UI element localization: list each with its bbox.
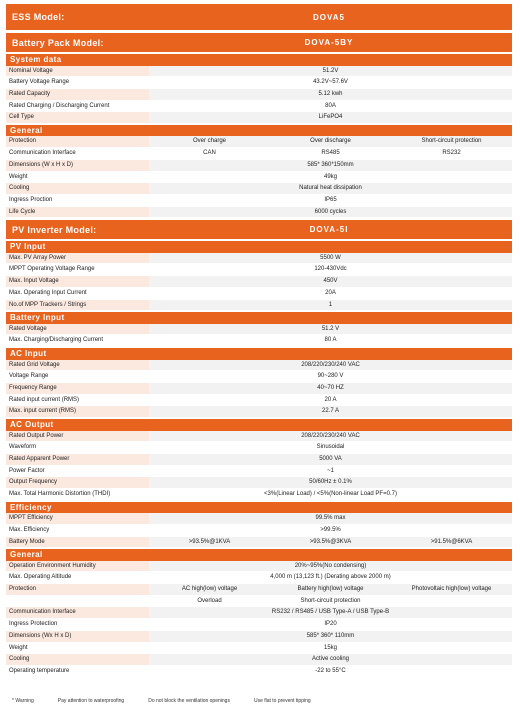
spec-row [6,631,512,643]
spec-row [6,183,512,195]
spec-value: IP65 [324,196,337,203]
spec-values [149,572,512,583]
spec-values [149,513,512,524]
spec-row [6,300,512,312]
spec-row [6,537,512,549]
spec-values [149,406,512,417]
spec-value: AC high(low) voltage [181,586,238,593]
spec-label: Output Frequency [6,477,149,488]
spec-label: Rated Output Power [6,431,149,442]
ess-model-label: ESS Model: [12,12,65,22]
spec-value: 208/220/230/240 VAC [301,361,360,368]
section-general-battery: General [6,125,512,137]
spec-label: Weight [6,643,149,654]
spec-values [149,276,512,287]
spec-value: Sinusoidal [316,444,345,451]
spec-values [149,619,512,630]
spec-value: >99.5% [320,526,341,533]
general-battery-rows [6,136,512,218]
spec-row [6,276,512,288]
battery-input-rows [6,324,512,347]
spec-row [6,112,512,124]
spec-row [6,383,512,395]
section-ac-output: AC Output [6,419,512,431]
spec-value: 22.7 A [321,408,339,415]
spec-row [6,66,512,78]
spec-values [149,607,512,618]
spec-values [149,395,512,406]
spec-label: Ingress Protection [6,619,149,630]
section-efficiency: Efficiency [6,502,512,514]
spec-row [6,431,512,443]
spec-label: Nominal Voltage [6,66,149,77]
spec-value: 20A [325,289,336,296]
spec-value: 450V [323,278,338,285]
spec-value: 5000 VA [319,455,342,462]
spec-row [6,288,512,300]
spec-values [149,183,512,194]
spec-row [6,654,512,666]
spec-values [149,561,512,572]
spec-value: 20 A [324,396,337,403]
battery-pack-model-label: Battery Pack Model: [12,37,104,48]
spec-value: 585* 360*150mm [307,161,354,168]
spec-row [6,619,512,631]
pv-inverter-model-value: DOVA-5I [309,225,349,235]
section-ac-input: AC Input [6,348,512,360]
spec-row [6,525,512,537]
spec-row [6,160,512,172]
spec-label: Waveform [6,442,149,453]
spec-value: RS232 / RS485 / USB Type-A / USB Type-B [271,609,390,616]
ess-model-banner [6,4,512,30]
battery-pack-model-value: DOVA-5BY [304,38,354,47]
spec-value: Over charge [192,138,226,145]
spec-values [149,525,512,536]
spec-row [6,454,512,466]
spec-row [6,442,512,454]
spec-label: Max. input current (RMS) [6,406,149,417]
spec-values [149,489,512,500]
pv-inverter-model-banner [6,220,512,239]
spec-value: Active cooling [311,656,350,663]
spec-value: Short-circuit protection [421,138,482,145]
spec-value: 80A [325,102,336,109]
spec-values [149,335,512,346]
spec-value: 51.2V [322,67,339,74]
spec-label: Voltage Range [6,371,149,382]
spec-value: -22 to 55°C [315,667,346,674]
spec-values [149,360,512,371]
spec-label: Cooling [6,183,149,194]
efficiency-rows [6,513,512,548]
ac-output-rows [6,431,512,501]
spec-values [149,477,512,488]
spec-row [6,360,512,372]
spec-row [6,207,512,219]
spec-row [6,561,512,573]
spec-values [149,431,512,442]
system-data-rows [6,66,512,124]
warning-note: Use flat to prevent tipping [253,698,311,704]
spec-row [6,335,512,347]
spec-values [149,454,512,465]
spec-row [6,148,512,160]
spec-label: Max. Total Harmonic Distortion (THDI) [6,489,149,500]
spec-values [149,442,512,453]
spec-values [149,584,512,595]
battery-pack-model-banner [6,33,512,52]
spec-label: Max. Operating Altitude [6,572,149,583]
section-pv-input: PV Input [6,241,512,253]
spec-row [6,89,512,101]
ac-input-rows [6,360,512,418]
ess-model-value: DOVA5 [313,12,345,22]
spec-label: Dimensions (Wx H x D) [6,631,149,642]
spec-label: Rated Apparent Power [6,454,149,465]
spec-label: Max. PV Array Power [6,253,149,264]
spec-value: 4,000 m (13,123 ft.) (Derating above 2000 m) [270,574,391,581]
spec-value: RS232 [442,150,461,157]
spec-label [6,596,149,607]
spec-label: Battery Voltage Range [6,77,149,88]
spec-label: Dimensions (W x H x D) [6,160,149,171]
spec-label: Cooling [6,654,149,665]
spec-row [6,136,512,148]
spec-values [149,383,512,394]
spec-value: 99.5% max [315,515,346,522]
spec-row [6,489,512,501]
spec-value: 5.12 kwh [318,90,343,97]
warning-notes [12,698,311,704]
spec-value: <3%(Linear Load) / <5%(Non-linear Load PF=0.7) [264,490,397,497]
section-general-inverter: General [6,549,512,561]
spec-value: 80 A [324,337,337,344]
pv-inverter-model-label: PV Inverter Model: [12,224,97,235]
spec-row [6,596,512,608]
spec-values [149,537,512,548]
spec-values [149,66,512,77]
spec-row [6,101,512,113]
spec-value: 6000 cycles [314,208,347,215]
spec-value: ~1 [327,467,334,474]
spec-values [149,148,512,159]
spec-value: 49kg [323,173,337,180]
spec-values [149,264,512,275]
spec-label: Rated Grid Voltage [6,360,149,371]
spec-values [149,101,512,112]
section-system-data: System data [6,54,512,66]
spec-label: Rated input current (RMS) [6,395,149,406]
spec-row [6,371,512,383]
spec-row [6,324,512,336]
spec-value [391,596,512,607]
spec-values [149,288,512,299]
spec-values [149,654,512,665]
spec-value: Battery high(low) voltage [297,586,364,593]
spec-value: 90~280 V [317,373,344,380]
spec-values [149,631,512,642]
spec-value: 585* 360* 110mm [306,632,355,639]
section-battery-input: Battery Input [6,312,512,324]
spec-label: Frequency Range [6,383,149,394]
spec-value: 51.2 V [321,325,340,332]
spec-value: 43.2V~57.6V [313,79,348,86]
spec-value: 5500 W [320,254,341,261]
spec-value: 20%~95%(No condensing) [294,562,367,569]
spec-label: Rated Voltage [6,324,149,335]
spec-row [6,406,512,418]
spec-row [6,172,512,184]
spec-value: >91.5%@6KVA [430,538,473,545]
spec-value: 120-430Vdc [314,266,347,273]
spec-label: MPPT Operating Voltage Range [6,264,149,275]
spec-label: Protection [6,584,149,595]
spec-value: Photovoltaic high(low) voltage [411,586,492,593]
spec-label: Communication Interface [6,148,149,159]
spec-values [149,172,512,183]
spec-row [6,466,512,478]
spec-value: Short-circuit protection [300,597,361,604]
general-inverter-rows [6,561,512,678]
spec-label: Cell Type [6,112,149,123]
spec-label: Operating temperature [6,666,149,677]
spec-label: Operation Environment Humidity [6,561,149,572]
spec-value: Over discharge [310,138,351,145]
spec-values [149,666,512,677]
spec-label: Max. Operating Input Current [6,288,149,299]
spec-label: Max. Input Voltage [6,276,149,287]
spec-label: Protection [6,136,149,147]
spec-values [149,324,512,335]
spec-label: Max. Efficiency [6,525,149,536]
spec-values [149,596,512,607]
spec-values [149,253,512,264]
spec-label: No.of MPP Trackers / Strings [6,300,149,311]
spec-value: CAN [203,150,216,157]
spec-row [6,195,512,207]
warning-note: Do not block the ventilation openings [148,698,230,704]
spec-value: 15kg [323,644,337,651]
spec-values [149,371,512,382]
spec-label: Rated Capacity [6,89,149,100]
spec-value: RS485 [321,150,340,157]
spec-label: Communication Interface [6,607,149,618]
spec-value: Overload [197,597,222,604]
spec-row [6,572,512,584]
spec-row [6,666,512,678]
spec-values [149,136,512,147]
spec-row [6,513,512,525]
spec-row [6,607,512,619]
spec-value: IP20 [324,621,337,628]
spec-value: 208/220/230/240 VAC [301,432,360,439]
spec-row [6,77,512,89]
spec-label: MPPT Efficiency [6,513,149,524]
spec-label: Weight [6,172,149,183]
spec-values [149,160,512,171]
spec-value: LiFePO4 [318,114,343,121]
spec-values [149,89,512,100]
spec-values [149,77,512,88]
spec-label: Battery Mode [6,537,149,548]
spec-values [149,643,512,654]
spec-row [6,264,512,276]
spec-values [149,112,512,123]
spec-value: 40~70 HZ [317,384,344,391]
warning-note: * Warning [12,698,34,704]
spec-row [6,477,512,489]
spec-value: >93.5%@1KVA [188,538,231,545]
spec-sheet [6,4,512,678]
spec-row [6,253,512,265]
spec-value: Natural heat dissipation [299,185,362,192]
spec-label: Rated Charging / Discharging Current [6,101,149,112]
spec-values [149,466,512,477]
spec-values [149,300,512,311]
pv-input-rows [6,253,512,311]
spec-label: Max. Charging/Discharging Current [6,335,149,346]
spec-values [149,195,512,206]
spec-values [149,207,512,218]
spec-row [6,395,512,407]
spec-value: >93.5%@3KVA [309,538,352,545]
spec-row [6,643,512,655]
spec-value: 1 [328,301,333,308]
spec-label: Life Cycle [6,207,149,218]
spec-row [6,584,512,596]
spec-label: Power Factor [6,466,149,477]
spec-value: 50/60Hz ± 0.1% [309,479,352,486]
spec-label: Ingress Proction [6,195,149,206]
warning-note: Pay attention to waterproofing [57,698,125,704]
